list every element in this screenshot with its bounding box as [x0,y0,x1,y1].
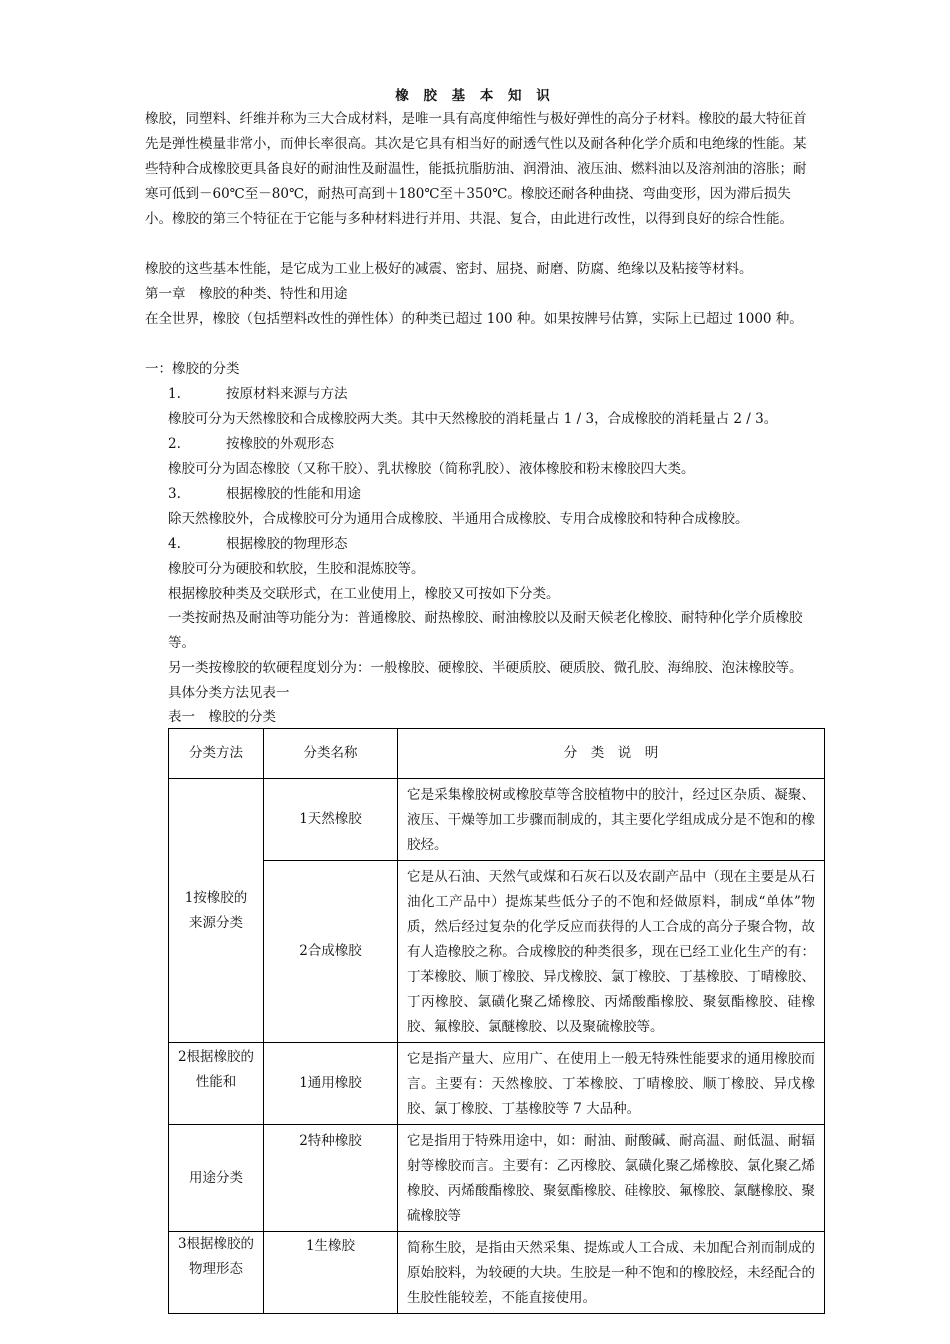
item-1-heading: 按原材料来源与方法 [226,386,348,402]
header-name: 分类名称 [264,729,398,779]
intro-paragraph-1: 橡胶，同塑料、纤维并称为三大合成材料，是唯一具有高度伸缩性与极好弹性的高分子材料。橡胶的最大特征首先是弹性模量非常小，而伸长率很高。其次是它具有相当好的耐透气性以及耐各种化学介质和电绝缘的性能。某些特种合成橡胶更具备良好的耐油性及耐温性，能抵抗脂肪油、润滑油、液压油、燃料油以及溶剂油的溶胀；耐寒可低到－60℃至－80℃，耐热可高到＋180℃至＋350℃。橡胶还耐各种曲挠、弯曲变形，因为滞后损失小。橡胶的第三个特征在于它能与多种材料进行并用、共混、复合，由此进行改性，以得到良好的综合性能。 [145,111,807,227]
row-desc-general: 它是指产量大、应用广、在使用上一般无特殊性能要求的通用橡胶而言。主要有：天然橡胶、丁苯橡胶、丁晴橡胶、顺丁橡胶、异戊橡胶、氯丁橡胶、丁基橡胶等 7 大品种。 [398,1043,825,1125]
rubber-classification-table [168,728,825,1314]
header-description: 分 类 说 明 [398,729,825,779]
group-performance-cell-bottom: 用途分类 [169,1125,264,1232]
chapter-heading: 第一章 橡胶的种类、特性和用途 [145,286,348,302]
row-desc-special: 它是指用于特殊用途中，如：耐油、耐酸碱、耐高温、耐低温、耐辐射等橡胶而言。主要有：乙丙橡胶、氯磺化聚乙烯橡胶、氯化聚乙烯橡胶、丙烯酸酯橡胶、聚氨酯橡胶、硅橡胶、氟橡胶、氯醚橡胶、聚硫橡胶等 [398,1125,825,1232]
item-3-number: 3. [168,486,181,502]
row-name-synthetic: 2合成橡胶 [264,861,398,1043]
section-heading: 一：橡胶的分类 [145,361,240,377]
group-performance-cell-top: 2根据橡胶的性能和 [169,1043,264,1125]
table-row [169,779,825,861]
page-title: 橡 胶 基 本 知 识 [395,88,555,104]
item-4-text: 橡胶可分为硬胶和软胶，生胶和混炼胶等。 [168,561,425,577]
row-name-natural: 1天然橡胶 [264,779,398,861]
row-desc-synthetic: 它是从石油、天然气或煤和石灰石以及农副产品中（现在主要是从石油化工产品中）提炼某些低分子的不饱和烃做原料，制成“单体”物质，然后经过复杂的化学反应而获得的人工合成的高分子聚合物，故有人造橡胶之称。合成橡胶的种类很多，现在已经工业化生产的有：丁苯橡胶、顺丁橡胶、异戊橡胶、氯丁橡胶、丁基橡胶、丁晴橡胶、丁丙橡胶、氯磺化聚乙烯橡胶、丙烯酸酯橡胶、聚氨酯橡胶、硅橡胶、氟橡胶、氯醚橡胶、以及聚硫橡胶等。 [398,861,825,1043]
group-physical-cell: 3根据橡胶的物理形态 [169,1232,264,1314]
table-row [169,1125,825,1232]
group-source-cell: 1按橡胶的来源分类 [169,779,264,1043]
header-method: 分类方法 [169,729,264,779]
item-2-number: 2. [168,436,181,452]
row-name-raw: 1生橡胶 [264,1232,398,1314]
item-4-number: 4. [168,536,181,552]
after-paragraph-3: 另一类按橡胶的软硬程度划分为：一般橡胶、硬橡胶、半硬质胶、硬质胶、微孔胶、海绵胶、泡沫橡胶等。具体分类方法见表一 [168,660,803,701]
intro-paragraph-2: 橡胶的这些基本性能，是它成为工业上极好的减震、密封、屈挠、耐磨、防腐、绝缘以及粘接等材料。 [145,261,753,277]
table-row [169,861,825,1043]
table-caption: 表一 橡胶的分类 [168,709,276,725]
table-row [169,1232,825,1314]
item-1-text: 橡胶可分为天然橡胶和合成橡胶两大类。其中天然橡胶的消耗量占 1 / 3，合成橡胶的消耗量占 2 / 3。 [168,411,778,427]
row-name-special: 2特种橡胶 [264,1125,398,1232]
item-4-heading: 根据橡胶的物理形态 [226,536,348,552]
item-2-heading: 按橡胶的外观形态 [226,436,334,452]
row-desc-raw: 简称生胶，是指由天然采集、提炼或人工合成、未加配合剂而制成的原始胶料，为较硬的大块。生胶是一种不饱和的橡胶烃，未经配合的生胶性能较差，不能直接使用。 [398,1232,825,1314]
item-2-text: 橡胶可分为固态橡胶（又称干胶）、乳状橡胶（简称乳胶）、液体橡胶和粉末橡胶四大类。 [168,461,695,477]
table-row [169,1043,825,1125]
item-3-heading: 根据橡胶的性能和用途 [226,486,361,502]
item-1-number: 1. [168,386,181,402]
row-name-general: 1通用橡胶 [264,1043,398,1125]
after-paragraph-1: 根据橡胶种类及交联形式，在工业使用上，橡胶又可按如下分类。 [168,586,560,602]
row-desc-natural: 它是采集橡胶树或橡胶草等含胶植物中的胶汁，经过区杂质、凝聚、液压、干燥等加工步骤而制成的，其主要化学组成成分是不饱和的橡胶烃。 [398,779,825,861]
chapter-paragraph: 在全世界，橡胶（包括塑料改性的弹性体）的种类已超过 100 种。如果按牌号估算，实际上已超过 1000 种。 [145,311,803,327]
item-3-text: 除天然橡胶外，合成橡胶可分为通用合成橡胶、半通用合成橡胶、专用合成橡胶和特种合成橡胶。 [168,511,749,527]
table-header-row [169,729,825,779]
after-paragraph-2: 一类按耐热及耐油等功能分为：普通橡胶、耐热橡胶、耐油橡胶以及耐天候老化橡胶、耐特种化学介质橡胶等。 [168,610,803,651]
